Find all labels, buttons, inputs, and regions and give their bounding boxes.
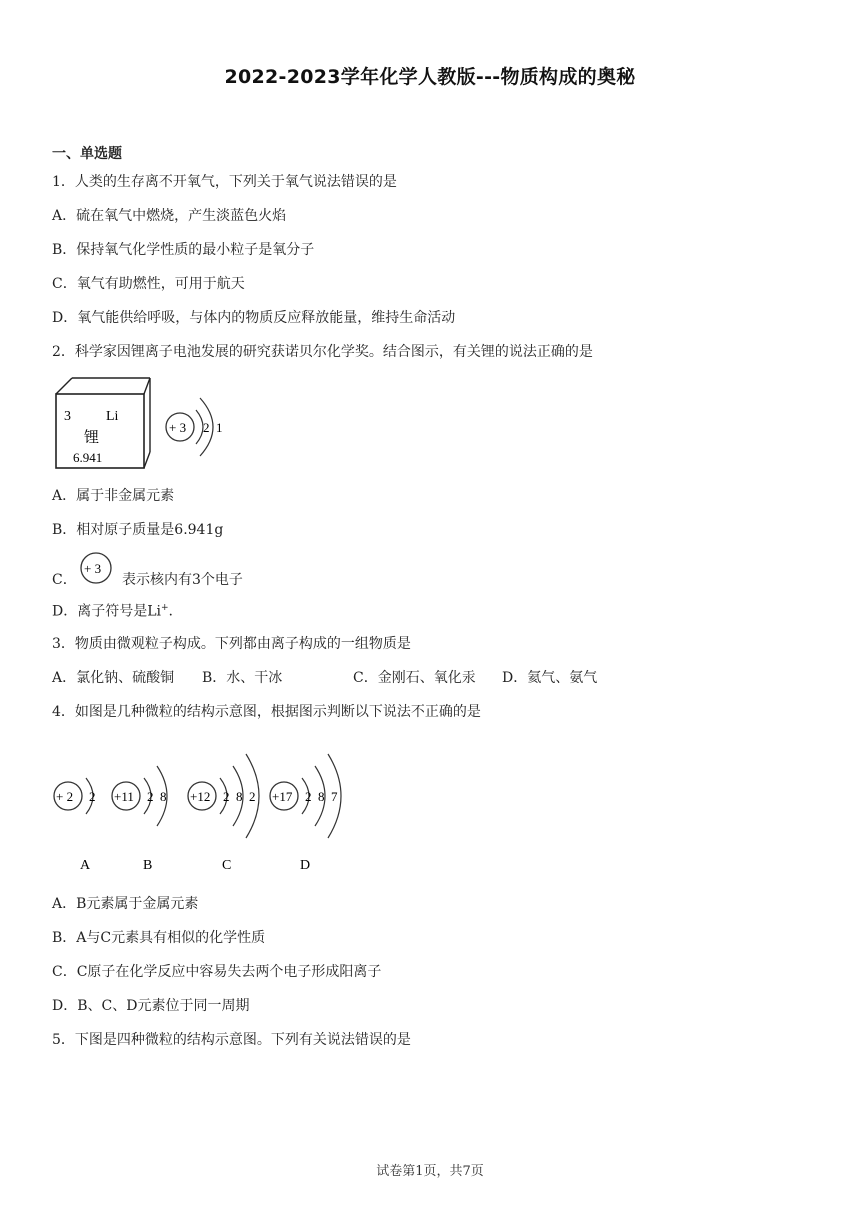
element-name: 锂: [84, 430, 100, 446]
question-2-option-c-text: 表示核内有3个电子: [122, 572, 243, 588]
element-symbol: Li: [106, 409, 119, 424]
question-1-stem: 1．人类的生存离不开氧气，下列关于氧气说法错误的是: [52, 174, 397, 190]
shell-electron-count: 2: [249, 789, 256, 804]
question-2-option-b: B．相对原子质量是6.941g: [52, 522, 224, 538]
question-2-option-a: A．属于非金属元素: [52, 488, 175, 504]
atomic-number: 3: [64, 409, 71, 424]
question-3-option-c: C．金刚石、氧化汞: [353, 670, 476, 686]
question-4-option-a: A．B元素属于金属元素: [52, 896, 199, 912]
particle-label: A: [80, 858, 91, 873]
question-3-option-d: D．氦气、氨气: [502, 670, 598, 686]
nucleus-charge: + 3: [169, 420, 187, 435]
option-c-prefix: C．: [52, 572, 77, 588]
section-heading: 一、单选题: [52, 146, 122, 162]
question-2-stem: 2．科学家因锂离子电池发展的研究获诺贝尔化学奖。结合图示，有关锂的说法正确的是: [52, 344, 593, 360]
question-5-stem: 5．下图是四种微粒的结构示意图。下列有关说法错误的是: [52, 1032, 411, 1048]
nucleus-charge: + 2: [56, 789, 74, 804]
page-footer: 试卷第1页，共7页: [376, 1164, 484, 1179]
question-4-option-c: C．C原子在化学反应中容易失去两个电子形成阳离子: [52, 964, 382, 980]
shell-2-electrons: 1: [216, 420, 223, 435]
lithium-element-figure: [50, 374, 240, 474]
shell-electron-count: 8: [236, 789, 243, 804]
shell-electron-count: 2: [147, 789, 154, 804]
nucleus-diagram: [78, 550, 116, 586]
question-2-option-d: D．离子符号是Li+.: [52, 603, 173, 620]
atomic-mass: 6.941: [73, 450, 103, 465]
particle-label: D: [300, 858, 311, 873]
particle-label: B: [143, 858, 153, 873]
electron-shell-1: [196, 410, 203, 444]
question-2-option-c: [52, 570, 77, 590]
shell-electron-count: 8: [318, 789, 325, 804]
question-1-option-c: C．氧气有助燃性，可用于航天: [52, 276, 245, 292]
question-4-stem: 4．如图是几种微粒的结构示意图，根据图示判断以下说法不正确的是: [52, 704, 481, 720]
nucleus-label: + 3: [84, 561, 102, 576]
particle-B: [112, 766, 167, 873]
shell-electron-count: 2: [223, 789, 230, 804]
nucleus-charge: +11: [114, 789, 134, 804]
shell-electron-count: 2: [89, 789, 96, 804]
question-1-option-a: A．硫在氧气中燃烧，产生淡蓝色火焰: [52, 208, 287, 224]
question-4-option-d: D．B、C、D元素位于同一周期: [52, 998, 250, 1014]
particle-structure-figure: [46, 738, 366, 878]
particle-label: C: [222, 858, 232, 873]
shell-electron-count: 8: [160, 789, 167, 804]
question-3-stem: 3．物质由微观粒子构成。下列都由离子构成的一组物质是: [52, 636, 411, 652]
question-3-option-b: B．水、干冰: [202, 670, 283, 686]
nucleus-charge: +12: [190, 789, 211, 804]
particle-D: [270, 754, 341, 873]
question-1-option-d: D．氧气能供给呼吸，与体内的物质反应释放能量，维持生命活动: [52, 310, 456, 326]
shell-electron-count: 2: [305, 789, 312, 804]
particle-A: [54, 778, 96, 873]
shell-electron-count: 7: [331, 789, 338, 804]
particle-C: [188, 754, 259, 873]
page-title: 2022-2023学年化学人教版---物质构成的奥秘: [224, 66, 636, 88]
shell-1-electrons: 2: [203, 420, 210, 435]
question-1-option-b: B．保持氧气化学性质的最小粒子是氧分子: [52, 242, 315, 258]
nucleus-charge: +17: [272, 789, 293, 804]
question-4-option-b: B．A与C元素具有相似的化学性质: [52, 930, 266, 946]
question-3-option-a: A．氯化钠、硫酸铜: [52, 670, 175, 686]
